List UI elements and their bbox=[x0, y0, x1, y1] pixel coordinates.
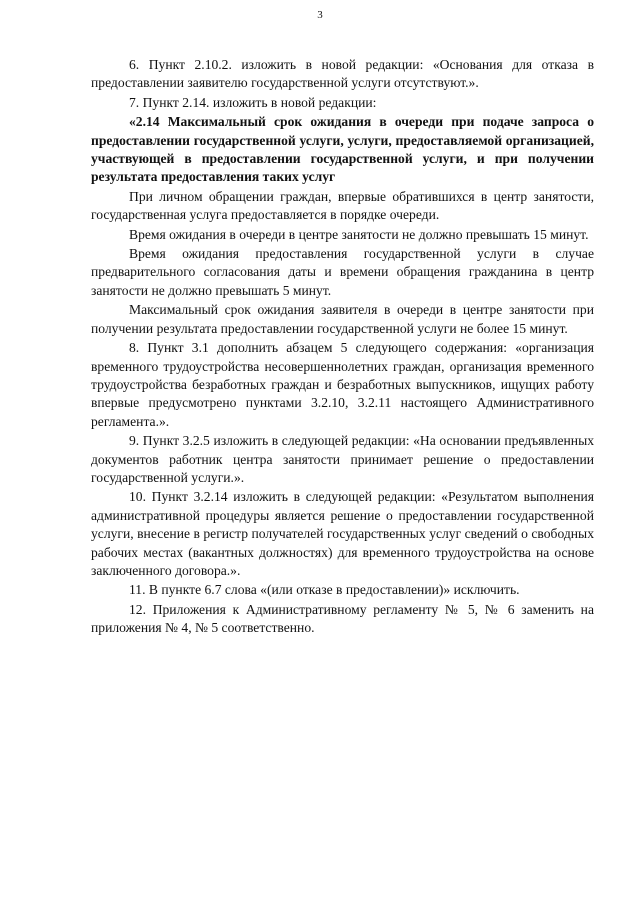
paragraph-item-7: 7. Пункт 2.14. изложить в новой редакции: bbox=[129, 94, 377, 110]
paragraph-item-8: 8. Пункт 3.1 дополнить абзацем 5 следующего содержания: «организация временного трудоустройства несовершеннолетних граждан, организация временного трудоустройства безработных граждан и безработных выпускников, ищущих работу впервые предусмотрено пунктами 3.2.10, 3.2.11 настоящего Административного регламента.». bbox=[91, 340, 594, 429]
paragraph-scheduled-wait: Время ожидания предоставления государственной услуги в случае предварительного согласования даты и времени обращения гражданина в центр занятости не должно превышать 5 минут. bbox=[91, 246, 594, 298]
paragraph-queue-wait: Время ожидания в очереди в центре занятости не должно превышать 15 минут. bbox=[129, 226, 589, 242]
paragraph-item-11: 11. В пункте 6.7 слова «(или отказе в предоставлении)» исключить. bbox=[129, 582, 520, 598]
section-heading-2-14: «2.14 Максимальный срок ожидания в очереди при подаче запроса о предоставлении государственной услуги, услуги, предоставляемой организацией, участвующей в предоставлении государственной услуги, и при получении результата предоставления таких услуг bbox=[91, 114, 594, 185]
paragraph-item-9: 9. Пункт 3.2.5 изложить в следующей редакции: «На основании предъявленных документов работник центра занятости принимает решение о предоставлении государственной услуги.». bbox=[91, 433, 594, 485]
paragraph-item-6: 6. Пункт 2.10.2. изложить в новой редакции: «Основания для отказа в предоставлении заявителю государственной услуги отсутствуют.». bbox=[91, 57, 594, 91]
document-body bbox=[91, 56, 594, 639]
paragraph-max-wait-result: Максимальный срок ожидания заявителя в очереди в центре занятости при получении результата предоставлении государственной услуги не более 15 минут. bbox=[91, 302, 594, 336]
paragraph-personal-appeal: При личном обращении граждан, впервые обратившихся в центр занятости, государственная услуга предоставляется в порядке очереди. bbox=[91, 188, 594, 223]
page-number: 3 bbox=[317, 9, 323, 21]
paragraph-item-12: 12. Приложения к Административному регламенту № 5, № 6 заменить на приложения № 4, № 5 соответственно. bbox=[91, 601, 594, 636]
paragraph-item-10: 10. Пункт 3.2.14 изложить в следующей редакции: «Результатом выполнения административной процедуры является решение о предоставлении государственной услуги, внесение в регистр получателей государственных услуг сведений о свободных рабочих местах (вакантных должностях) для временного трудоустройства на основе заключенного договора.». bbox=[91, 489, 594, 578]
